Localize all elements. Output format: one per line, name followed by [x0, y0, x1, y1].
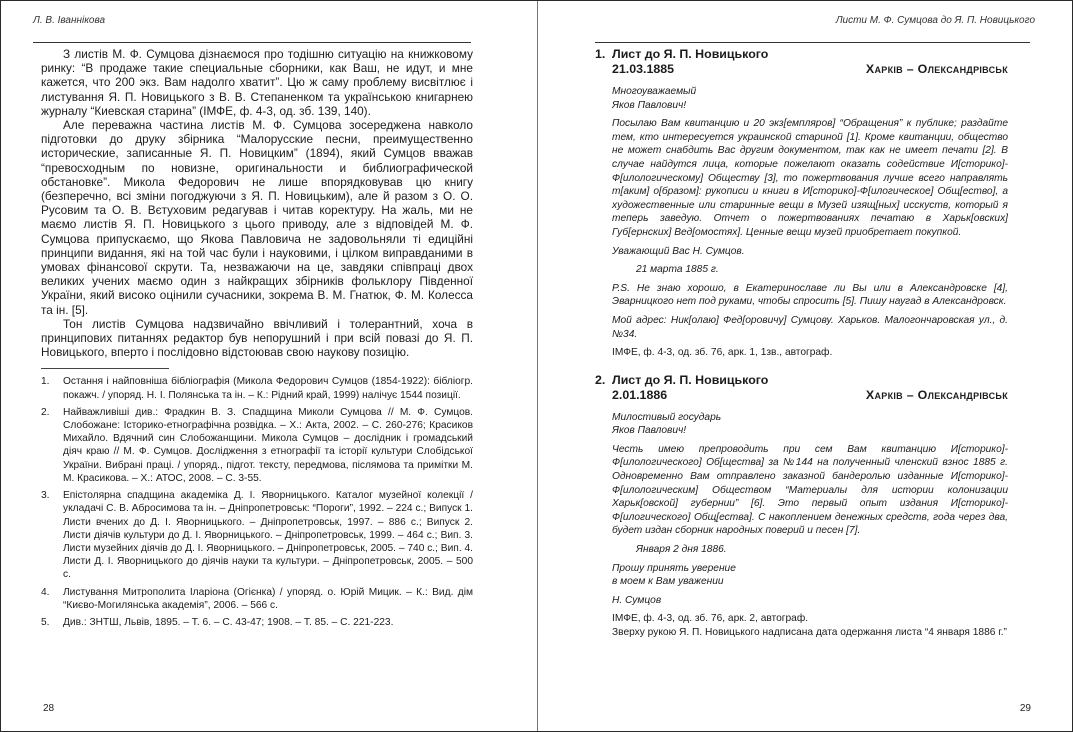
letter-title: Лист до Я. П. Новицького: [612, 47, 769, 61]
header-rule-right: [595, 42, 1030, 43]
letter-signature: Н. Сумцов: [612, 594, 662, 606]
paragraph-3: Тон листів Сумцова надзвичайно ввічливий і толерантний, хоча в принципових питаннях редактор був непорушний і при всій повазі до Я. П. Новицького, вперто і послідовно відстоював свою наукову позицію.: [41, 316, 473, 360]
letter-place: Харків – Олександрівськ: [865, 62, 1008, 76]
header-rule-left: [33, 42, 471, 43]
right-body: [595, 47, 1030, 645]
letter-dated: Января 2 дня 1886.: [636, 544, 727, 556]
footnote-item: 3. Епістолярна спадщина академіка Д. І. Яворницького. Каталог музейної колекції / укладачі С. В. Абросимова та ін. – Дніпропетровськ: “Пороги”, 1992. – 224 с.; Випуск 1. Листи вчених до Д. І. Яворницького. – Дніпропетровськ, 1997. – 886 с.; Випуск 2. Листи діячів культури до Д. І. Яворницького. – Дніпропетровськ, 1999. – 464 с.; Вип. 3. Листи музейних діячів до Д. І. Яворницького. – Дніпропетровськ, 2005. – 740 с.; Вип. 4. Листи Д. І. Яворницького до діячів науки та культури. – Дніпропетровськ, 2005. – 500 с.: [41, 490, 473, 581]
salutation: Яков Павлович!: [612, 99, 687, 111]
left-body: [41, 47, 473, 633]
paragraph-2: Але переважна частина листів М. Ф. Сумцова зосереджена навколо підготовки до друку збірника “Малорусские песни, преимущественно исторические, записанные Я. П. Новицким” (1894), який Сумцов вважав “превосходным по новизне, оригинальности и библиографической обстановке”. Микола Федорович не лише впорядковував цю книгу (безперечно, всі зміни погоджуючи з Я. П. Новицьким), але й разом з О. О. Русовим та О. В. Вєтуховим редагував і читав коректуру. На жаль, ми не маємо листів Я. П. Новицького з цього приводу, але з відповідей М. Ф. Сумцова припускаємо, що Якова Павловича не задовольняли ті едиційні принципи видання, які на той час були і науковими, і цілком виправданими в умовах фінансової скрути. Та, незважаючи на це, завдяки співпраці двох великих учених маємо один з найкращих збірників фольклору Південної України, який високо оцінили сучасники, зокрема В. М. Гнатюк, Ф. М. Колесса та ін. [5].: [41, 118, 473, 317]
letter-date: 2.01.1886: [612, 387, 668, 402]
letter-date: 21.03.1885: [612, 62, 675, 76]
letter-2-heading: 2. Лист до Я. П. Новицького 2.01.1886 Харків – Олександрівськ: [595, 373, 1030, 403]
page-number-left: 28: [43, 703, 55, 714]
page-number-right: 29: [1019, 703, 1031, 714]
archive-source: ІМФЕ, ф. 4-3, од. зб. 76, арк. 1, 1зв., автограф.: [612, 347, 833, 359]
letter-address: Мой адрес: Ник[олаю] Фед[оровичу] Сумцову. Харьков. Малогончаровская ул., д. №34.: [612, 314, 1008, 340]
salutation: Яков Павлович!: [612, 425, 687, 437]
letter-body: Честь имею препроводить при сем Вам квитанцию И[сторико]-Ф[илологического] Об[щества] за №144 на полученный членский взнос 1885 г. Одновременно Вам отправлено заказной бандеролью изданные И[сторико]-Ф[илологическим] Обществом “Материалы для истории колонизации Харьк[овской] губернии” [6]. Это первый опыт издания И[сторико]-Ф[илогического] Общ[ества]. С накоплением денежных средств, года через два, будет издан сборник народных поверий и песен [7].: [612, 443, 1008, 537]
letter-place: Харків – Олександрівськ: [865, 387, 1008, 402]
editor-note: Зверху рукою Я. П. Новицького надписана дата одержання листа “4 января 1886 г.”: [612, 627, 1007, 638]
left-page: [1, 1, 537, 731]
letter-closing: Уважающий Вас Н. Сумцов.: [612, 245, 745, 257]
footnotes: [41, 375, 473, 629]
letter-title: Лист до Я. П. Новицького: [612, 372, 769, 387]
letter-closing: в моем к Вам уважении: [612, 576, 724, 588]
letter-2-text: [612, 411, 1008, 640]
footnote-item: 5. Див.: ЗНТШ, Львів, 1895. – Т. 6. – С. 43-47; 1908. – Т. 85. – С. 221-223.: [41, 616, 394, 628]
right-page: [538, 1, 1073, 731]
footnote-item: 2. Найважливіші див.: Фрадкин В. З. Спадщина Миколи Сумцова // М. Ф. Сумцов. Слобожане: Історико-етнографічна розвідка. – Х.: Акта, 2002. – С. 260-276; Красиков Михайло. Вдячний син Слобожанщини. Микола Сумцов – дослідник і громадський діяч краю // М. Ф. Сумцов. Дослідження з етнографії та історії культури Слобідської України. Вибрані праці. / упоряд., підгот. тексту, передмова, післямова та примітки М. М. Красикова. – Х.: АТОС, 2008. – С. 3-55.: [41, 406, 473, 484]
salutation: Милостивый государь: [612, 411, 722, 423]
running-head-right: Листи М. Ф. Сумцова до Я. П. Новицького: [835, 15, 1035, 26]
letter-1-text: [612, 85, 1008, 360]
letter-1-heading: 1. Лист до Я. П. Новицького 21.03.1885 Харків – Олександрівськ: [595, 47, 1030, 77]
footnote-rule: [41, 368, 169, 369]
footnote-item: 4. Листування Митрополита Іларіона (Огієнка) / упоряд. о. Юрій Мицик. – К.: Вид. дім “Києво-Могилянська академія”, 2006. – 566 с.: [41, 586, 473, 611]
letter-postscript: P.S. Не знаю хорошо, в Екатеринославе ли Вы или в Александровске [4], Эварницкого нет под руками, чтобы спросить [5]. Пишу наугад в Александровск.: [612, 282, 1008, 308]
archive-source: ІМФЕ, ф. 4-3, од. зб. 76, арк. 2, автограф.: [612, 613, 809, 625]
salutation: Многоуважаемый: [612, 86, 697, 97]
letter-body: Посылаю Вам квитанцию и 20 экз[емпляров] “Обращения” к публике; раздайте тем, кто интересуется украинской стариной [1]. Кроме квитанции, общество не может снабдить Вас другим документом, так как не имеет печати [2]. В случае найдутся лица, которые пожелают оказать содействие И[сторико]-Ф[илологическому] Обществу [3], то пожертвования лучше всего направлять т[аким] о[бразом]: рукописи и книги в И[сторико]-Ф[илогическое] Общ[ество], а художественные или старинные вещи в Музей изящ[ных] исскуств, который я теперь заведую. Отчет о пожертвованиях печатаю в Харьк[овских] Губ[ернских] Вед[омостях]. Ценные вещи музей приобретает покупкой.: [612, 118, 1008, 238]
running-head-left: Л. В. Іваннікова: [33, 15, 106, 26]
paragraph-1: З листів М. Ф. Сумцова дізнаємося про тодішню ситуацію на книжковому ринку: “В продаже такие специальные сборники, как Ваш, не идут, и мне кажется, что 200 экз. Вам надолго хватит”. Цю ж саму проблему висвітлює і листування Я. П. Новицького з В. В. Степаненком та українською книгарнею журналу “Киевская старина” (ІМФЕ, ф. 4-3, од. зб. 139, 140).: [41, 47, 473, 118]
letter-closing: Прошу принять уверение: [612, 562, 736, 574]
footnote-item: 1. Остання і найповніша бібліографія (Микола Федорович Сумцов (1854-1922): бібліогр. покажч. / упоряд. Н. І. Полянська та ін. – К.: Рідний край, 1999) налічує 1544 позиції.: [41, 376, 473, 401]
letter-dated: 21 марта 1885 г.: [636, 264, 719, 276]
